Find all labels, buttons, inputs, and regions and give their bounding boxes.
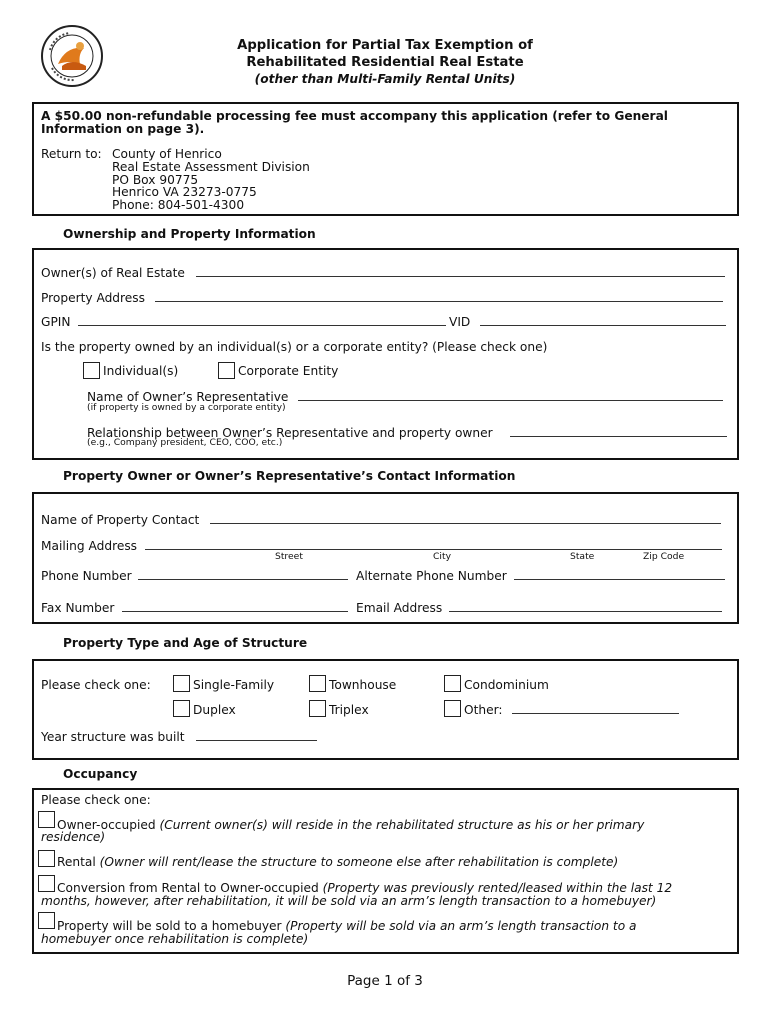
conversion-label: Conversion from Rental to Owner-occupied: [57, 881, 319, 895]
sold-note-cont: homebuyer once rehabilitation is complete): [41, 932, 309, 946]
email-label: Email Address: [356, 601, 443, 615]
rental-checkbox[interactable]: [38, 850, 55, 867]
duplex-checkbox[interactable]: [173, 700, 190, 717]
sold-checkbox[interactable]: [38, 912, 55, 929]
condominium-label: Condominium: [464, 678, 549, 692]
form-title-line1: Application for Partial Tax Exemption of: [237, 38, 533, 53]
city-caption: City: [433, 551, 452, 562]
contact-name-label: Name of Property Contact: [41, 513, 200, 527]
rental-text: [57, 855, 618, 869]
other-checkbox[interactable]: [444, 700, 461, 717]
sold-text: [57, 919, 637, 933]
return-to-label: Return to:: [41, 147, 102, 161]
rental-note: (Owner will rent/lease the structure to someone else after rehabilitation is complete): [99, 855, 619, 869]
form-title-line2: Rehabilitated Residential Real Estate: [246, 55, 524, 70]
year-built-label: Year structure was built: [41, 730, 185, 744]
property-address-field[interactable]: [155, 291, 723, 302]
fax-field[interactable]: [122, 601, 348, 612]
single-family-label: Single-Family: [193, 678, 275, 692]
individual-checkbox[interactable]: [83, 362, 100, 379]
conversion-checkbox[interactable]: [38, 875, 55, 892]
duplex-label: Duplex: [193, 703, 236, 717]
owner-occupied-text: [57, 818, 644, 832]
conversion-text: [57, 881, 672, 895]
address-line: PO Box 90775: [112, 173, 199, 187]
address-line: Real Estate Assessment Division: [112, 160, 310, 174]
address-line: County of Henrico: [112, 147, 222, 161]
rep-note: (if property is owned by a corporate entity): [87, 402, 286, 413]
townhouse-checkbox[interactable]: [309, 675, 326, 692]
rep-field[interactable]: [298, 390, 723, 401]
form-subtitle: (other than Multi-Family Rental Units): [254, 72, 516, 86]
corporate-checkbox[interactable]: [218, 362, 235, 379]
mailing-address-field[interactable]: [145, 539, 722, 550]
ownership-heading: Ownership and Property Information: [63, 227, 316, 241]
conversion-note: (Property was previously rented/leased within the last 12: [322, 881, 673, 895]
single-family-checkbox[interactable]: [173, 675, 190, 692]
year-built-field[interactable]: [196, 730, 317, 741]
property-type-check-label: Please check one:: [41, 678, 151, 692]
gpin-label: GPIN: [41, 315, 71, 329]
sold-label: Property will be sold to a homebuyer: [57, 919, 282, 933]
triplex-checkbox[interactable]: [309, 700, 326, 717]
fee-notice-line1: A $50.00 non-refundable processing fee must accompany this application (refer to General: [41, 109, 668, 123]
property-address-label: Property Address: [41, 291, 145, 305]
zip-caption: Zip Code: [643, 551, 685, 562]
page-number: Page 1 of 3: [347, 973, 423, 989]
address-line: Phone: 804-501-4300: [112, 198, 245, 212]
state-caption: State: [570, 551, 595, 562]
ownership-question: Is the property owned by an individual(s) or a corporate entity? (Please check one): [41, 340, 548, 354]
other-label: Other:: [464, 703, 503, 717]
gpin-field[interactable]: [78, 315, 446, 326]
conversion-note-cont: months, however, after rehabilitation, it will be sold via an arm’s length transaction to a homebuyer): [41, 894, 657, 908]
contact-name-field[interactable]: [210, 513, 721, 524]
rental-label: Rental: [57, 855, 96, 869]
owner-occupied-note: (Current owner(s) will reside in the rehabilitated structure as his or her primary: [159, 818, 645, 832]
relationship-field[interactable]: [510, 426, 727, 437]
alt-phone-label: Alternate Phone Number: [356, 569, 507, 583]
phone-field[interactable]: [138, 569, 348, 580]
fee-notice-line2: Information on page 3).: [41, 122, 205, 136]
mailing-address-label: Mailing Address: [41, 539, 138, 553]
owners-field[interactable]: [196, 266, 725, 277]
fax-label: Fax Number: [41, 601, 115, 615]
rep-label: Name of Owner’s Representative: [87, 390, 289, 404]
corporate-label: Corporate Entity: [238, 364, 339, 378]
email-field[interactable]: [449, 601, 722, 612]
owner-occupied-label: Owner-occupied: [57, 818, 156, 832]
triplex-label: Triplex: [329, 703, 369, 717]
relationship-note: (e.g., Company president, CEO, COO, etc.): [87, 437, 283, 448]
owners-label: Owner(s) of Real Estate: [41, 266, 185, 280]
alt-phone-field[interactable]: [514, 569, 725, 580]
individual-label: Individual(s): [103, 364, 179, 378]
sold-note: (Property will be sold via an arm’s length transaction to a: [285, 919, 637, 933]
other-field[interactable]: [512, 703, 679, 714]
relationship-label: Relationship between Owner’s Representative and property owner: [87, 426, 493, 440]
property-type-heading: Property Type and Age of Structure: [63, 636, 308, 650]
condominium-checkbox[interactable]: [444, 675, 461, 692]
street-caption: Street: [275, 551, 303, 562]
occupancy-heading: Occupancy: [63, 767, 138, 781]
owner-occupied-note-cont: residence): [41, 830, 106, 844]
vid-label: VID: [449, 315, 471, 329]
contact-heading: Property Owner or Owner’s Representative’s Contact Information: [63, 469, 516, 483]
address-line: Henrico VA 23273-0775: [112, 185, 257, 199]
owner-occupied-checkbox[interactable]: [38, 811, 55, 828]
occupancy-check-label: Please check one:: [41, 793, 151, 807]
townhouse-label: Townhouse: [329, 678, 397, 692]
vid-field[interactable]: [480, 315, 726, 326]
phone-label: Phone Number: [41, 569, 132, 583]
